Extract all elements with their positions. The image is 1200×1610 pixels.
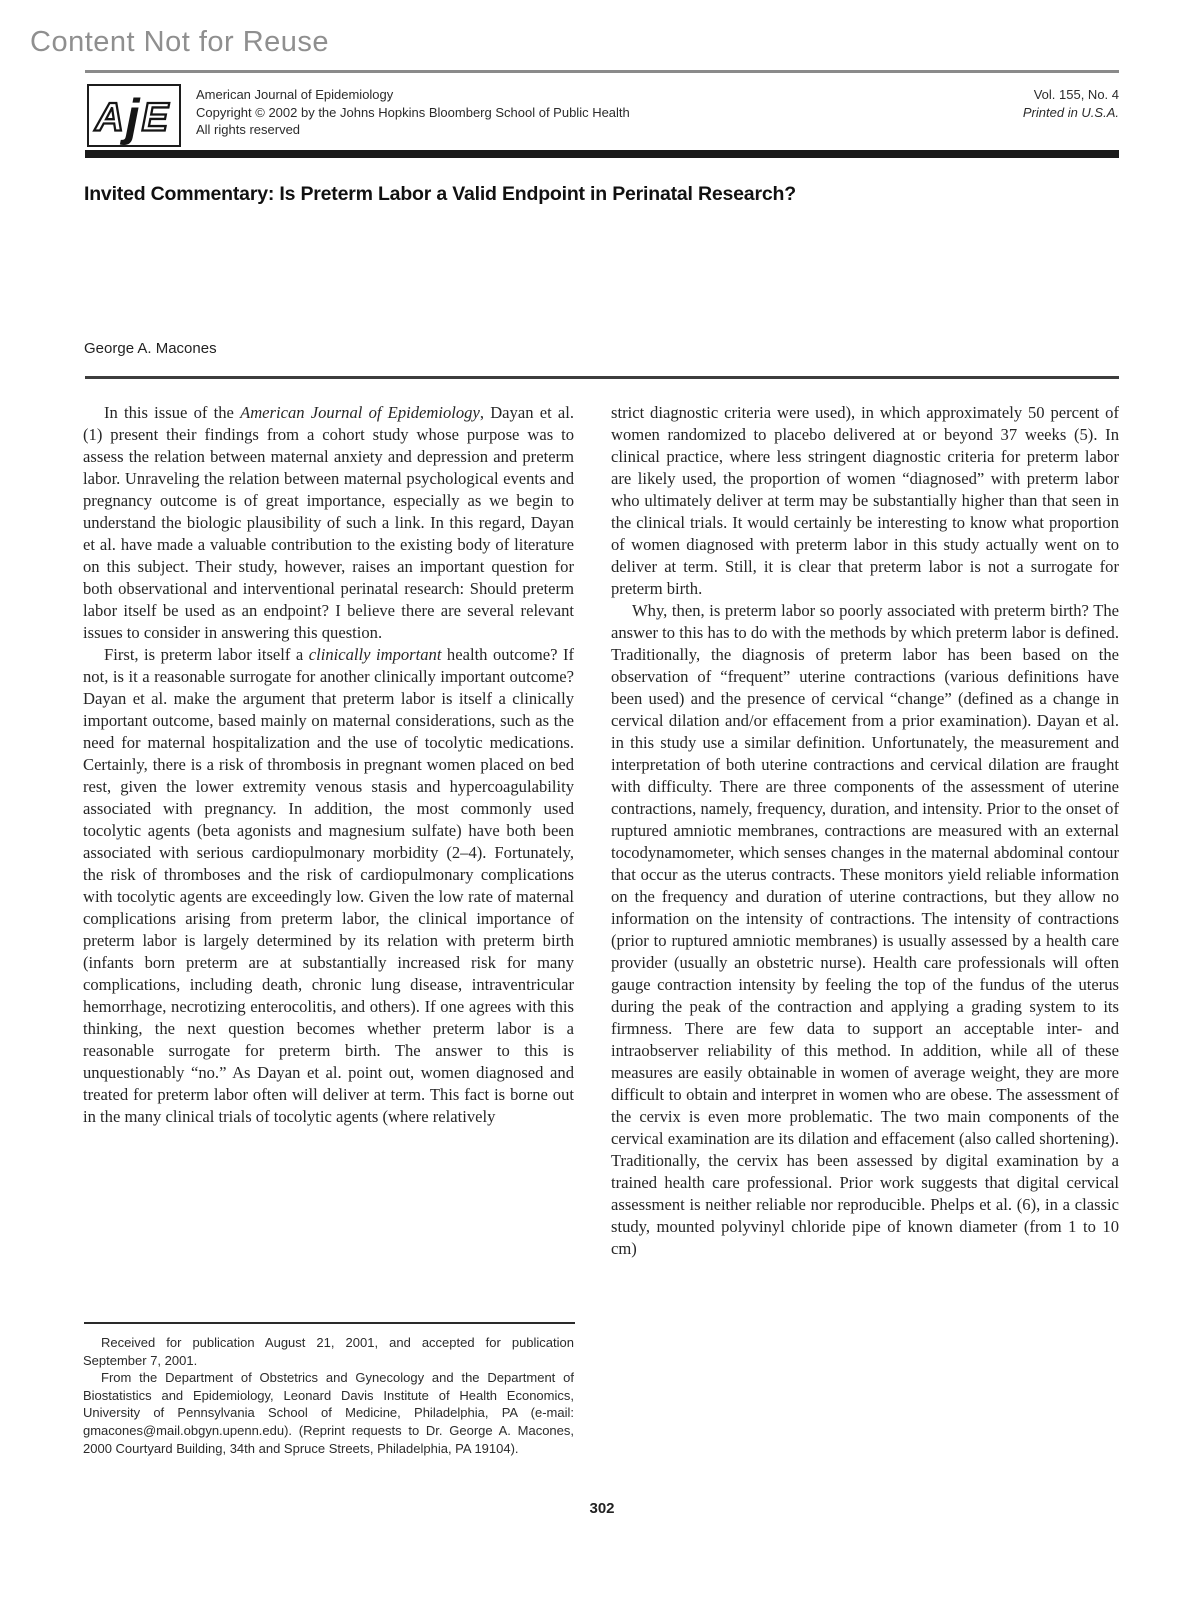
header-top-rule <box>85 70 1119 73</box>
watermark-text: Content Not for Reuse <box>30 26 330 58</box>
rights-line: All rights reserved <box>196 122 301 137</box>
body-paragraph: Why, then, is preterm labor so poorly associated with preterm birth? The answer to this has to do with the methods by which preterm labor is defined. Traditionally, the diagnosis of preterm labor has been based on the observation of “frequent” uterine contractions (various definitions have been used) and the presence of cervical “change” (defined as a change in cervical dilation and/or effacement from a prior examination). Dayan et al. in this study use a similar definition. Unfortunately, the measurement and interpretation of both uterine contractions and cervical dilation are fraught with difficulty. There are three components of the assessment of uterine contractions, namely, frequency, duration, and intensity. Prior to the onset of ruptured amniotic membranes, contractions are measured with an external tocodynamometer, which senses changes in the maternal abdominal contour that occur as the uterus contracts. These monitors yield reliable information on the frequency and duration of uterine contractions, but they allow no information on the intensity of contractions. The intensity of contractions (prior to ruptured amniotic membranes) is usually assessed by a health care provider (usually an obstetric nurse). Health care professionals will often gauge contraction intensity by feeling the top of the fundus of the uterus during the peak of the contraction and applying a grading system to its firmness. There are few data to support an acceptable inter- and intraobserver reliability of this method. In addition, while all of these measures are easily obtainable in women of average weight, they are more difficult to obtain and interpret in women who are obese. The assessment of the cervix is even more problematic. The two main components of the cervical examination are its dilation and effacement (also called shortening). Traditionally, the cervix has been assessed by digital examination by a trained health care professional. Prior work suggests that digital cervical assessment is neither reliable nor reproducible. Phelps et al. (6), in a classic study, mounted polyvinyl chloride pipe of known diameter (from 1 to 10 cm) <box>611 601 1119 1258</box>
footnote-block <box>83 1334 574 1457</box>
journal-name: American Journal of Epidemiology <box>196 87 394 102</box>
article-title: Invited Commentary: Is Preterm Labor a Valid Endpoint in Perinatal Research? <box>84 183 796 205</box>
page-number: 302 <box>589 1500 615 1517</box>
copyright-line: Copyright © 2002 by the Johns Hopkins Bloomberg School of Public Health <box>196 104 630 120</box>
logo-letter-j: j <box>125 87 140 145</box>
logo-letter-a: A <box>94 95 124 140</box>
footnote-divider-rule <box>84 1322 575 1324</box>
footnote-paragraph: Received for publication August 21, 2001, and accepted for publication September 7, 2001. <box>83 1335 574 1368</box>
author-name: George A. Macones <box>84 340 217 357</box>
aje-logo-graphic <box>89 86 179 145</box>
body-column-left <box>83 402 574 1128</box>
body-paragraph: In this issue of the American Journal of Epidemiology, Dayan et al. (1) present their findings from a cohort study whose purpose was to assess the relation between maternal anxiety and depression and preterm labor. Unraveling the relation between maternal psychological events and pregnancy outcome is of great importance, especially as we begin to understand the biologic plausibility of such a link. In this regard, Dayan et al. have made a valuable contribution to the existing body of literature on this subject. Their study, however, raises an important question for both observational and interventional perinatal research: Should preterm labor itself be used as an endpoint? I believe there are several relevant issues to consider in answering this question. <box>83 403 574 642</box>
body-column-right <box>611 402 1119 1260</box>
volume-line: Vol. 155, No. 4 <box>1033 87 1119 102</box>
issue-info <box>1023 86 1119 121</box>
logo-letter-e: E <box>141 95 169 140</box>
author-divider-rule <box>85 376 1119 379</box>
printed-line: Printed in U.S.A. <box>1022 104 1119 120</box>
body-paragraph: strict diagnostic criteria were used), in which approximately 50 percent of women randomized to placebo delivered at or beyond 37 weeks (5). In clinical practice, where less stringent diagnostic criteria for preterm labor are likely used, the proportion of women “diagnosed” with preterm labor who ultimately deliver at term may be substantially higher than that seen in the clinical trials. It would certainly be interesting to know what proportion of women diagnosed with preterm labor in this study actually went on to deliver at term. Still, it is clear that preterm labor is not a surrogate for preterm birth. <box>611 403 1119 598</box>
body-paragraph: First, is preterm labor itself a clinically important health outcome? If not, is it a reasonable surrogate for another clinically important outcome? Dayan et al. make the argument that preterm labor is itself a clinically important outcome, based mainly on maternal considerations, such as the need for maternal hospitalization and the use of tocolytic medications. Certainly, there is a risk of thrombosis in pregnant women placed on bed rest, given the lower extremity venous stasis and hypercoagulability associated with pregnancy. In addition, the most commonly used tocolytic agents (beta agonists and magnesium sulfate) have both been associated with serious cardiopulmonary morbidity (2–4). Fortunately, the risk of thromboses and the risk of cardiopulmonary complications with tocolytic agents are exceedingly low. Given the low rate of maternal complications arising from preterm labor, the clinical importance of preterm labor is largely determined by its relation with preterm birth (infants born preterm are at substantially increased risk for many complications, including death, chronic lung disease, intraventricular hemorrhage, necrotizing enterocolitis, and others). If one agrees with this thinking, the next question becomes whether preterm labor is a reasonable surrogate for preterm birth. The answer to this is unquestionably “no.” As Dayan et al. point out, women diagnosed and treated for preterm labor often will deliver at term. This fact is borne out in the many clinical trials of tocolytic agents (where relatively <box>83 645 574 1126</box>
masthead-divider-bar <box>85 150 1119 158</box>
footnote-paragraph: From the Department of Obstetrics and Gynecology and the Department of Biostatistics and Epidemiology, Leonard Davis Institute of Health Economics, University of Pennsylvania School of Medicine, Philadelphia, PA (e-mail: gmacones@mail.obgyn.upenn.edu). (Reprint requests to Dr. George A. Macones, 2000 Courtyard Building, 34th and Spruce Streets, Philadelphia, PA 19104). <box>83 1370 574 1456</box>
aje-logo <box>87 84 181 147</box>
journal-info <box>196 86 630 139</box>
